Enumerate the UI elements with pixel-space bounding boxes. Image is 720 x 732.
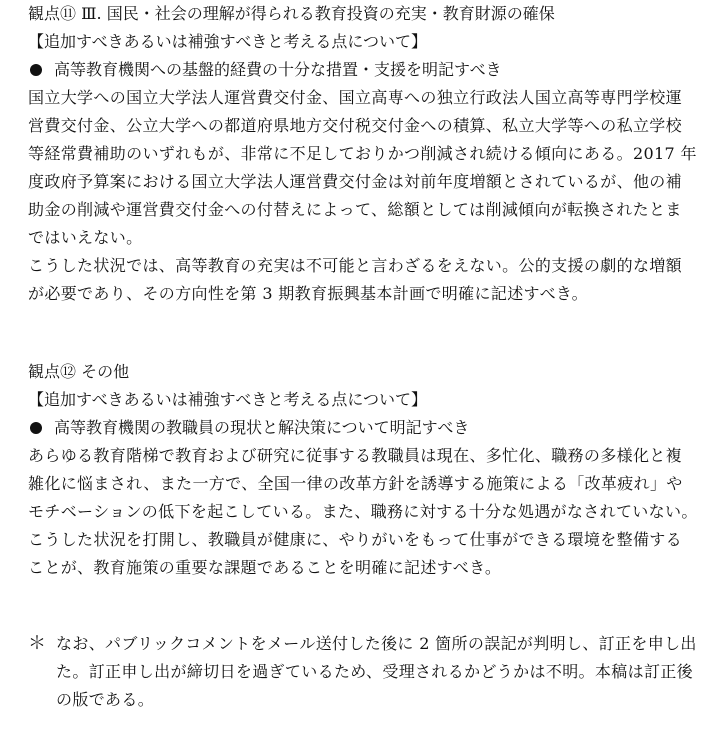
bullet-point — [28, 56, 700, 84]
footnote-line: の版である。 — [56, 690, 155, 709]
paragraph-line: 営費交付金、公立大学への都道府県地方交付税交付金への積算、私立大学等への私立学校 — [28, 116, 683, 135]
paragraph-line: あらゆる教育階梯で教育および研究に従事する教職員は現在、多忙化、職務の多様化と複 — [28, 446, 683, 465]
paragraph-line: 助金の削減や運営費交付金への付替えによって、総額としては削減傾向が転換されたとま — [28, 200, 682, 219]
section-viewpoint-11 — [28, 0, 700, 308]
asterisk-icon: ＊ — [28, 633, 46, 654]
document-page — [28, 0, 700, 714]
bullet-text: 高等教育機関への基盤的経費の十分な措置・支援を明記すべき — [54, 60, 502, 79]
paragraph-line: モチベーションの低下を起こしている。また、職務に対する十分な処遇がなされていない。 — [28, 502, 698, 521]
paragraph-line: が必要であり、その方向性を第 3 期教育振興基本計画で明確に記述すべき。 — [28, 284, 588, 303]
section-viewpoint-12 — [28, 358, 700, 582]
footnote-line: た。訂正申し出が締切日を過ぎているため、受理されるかどうかは不明。本稿は訂正後 — [56, 662, 694, 681]
paragraph-line: 度政府予算案における国立大学法人運営費交付金は対前年度増額とされているが、他の補 — [28, 172, 683, 191]
paragraph-line: ではいえない。 — [28, 228, 143, 247]
paragraph-line: 等経常費補助のいずれもが、非常に不足しておりかつ削減され続ける傾向にある。2017 年 — [28, 144, 697, 163]
section-spacer — [28, 308, 700, 358]
bullet-point — [28, 414, 700, 442]
paragraph — [28, 84, 700, 308]
bullet-text: 高等教育機関の教職員の現状と解決策について明記すべき — [54, 418, 470, 437]
footnote — [28, 630, 700, 714]
paragraph-line: こうした状況では、高等教育の充実は不可能と言わざるをえない。公的支援の劇的な増額 — [28, 256, 683, 275]
bullet-icon — [30, 64, 42, 76]
footnote-text — [56, 630, 697, 714]
section-heading: 観点⑪ Ⅲ. 国民・社会の理解が得られる教育投資の充実・教育財源の確保 — [28, 4, 555, 23]
footnote-line: なお、パブリックコメントをメール送付した後に 2 箇所の誤記が判明し、訂正を申し出 — [56, 634, 697, 653]
paragraph-line: ことが、教育施策の重要な課題であることを明確に記述すべき。 — [28, 558, 502, 577]
paragraph-line: 雑化に悩まされ、また一方で、全国一律の改革方針を誘導する施策による「改革疲れ」や — [28, 474, 683, 493]
paragraph — [28, 442, 700, 582]
section-subheading: 【追加すべきあるいは補強すべきと考える点について】 — [28, 32, 428, 51]
section-spacer — [28, 582, 700, 630]
section-subheading: 【追加すべきあるいは補強すべきと考える点について】 — [28, 390, 428, 409]
paragraph-line: 国立大学への国立大学法人運営費交付金、国立高専への独立行政法人国立高等専門学校運 — [28, 88, 683, 107]
bullet-icon — [30, 422, 42, 434]
paragraph-line: こうした状況を打開し、教職員が健康に、やりがいをもって仕事ができる環境を整備する — [28, 530, 683, 549]
section-heading: 観点⑫ その他 — [28, 362, 130, 381]
